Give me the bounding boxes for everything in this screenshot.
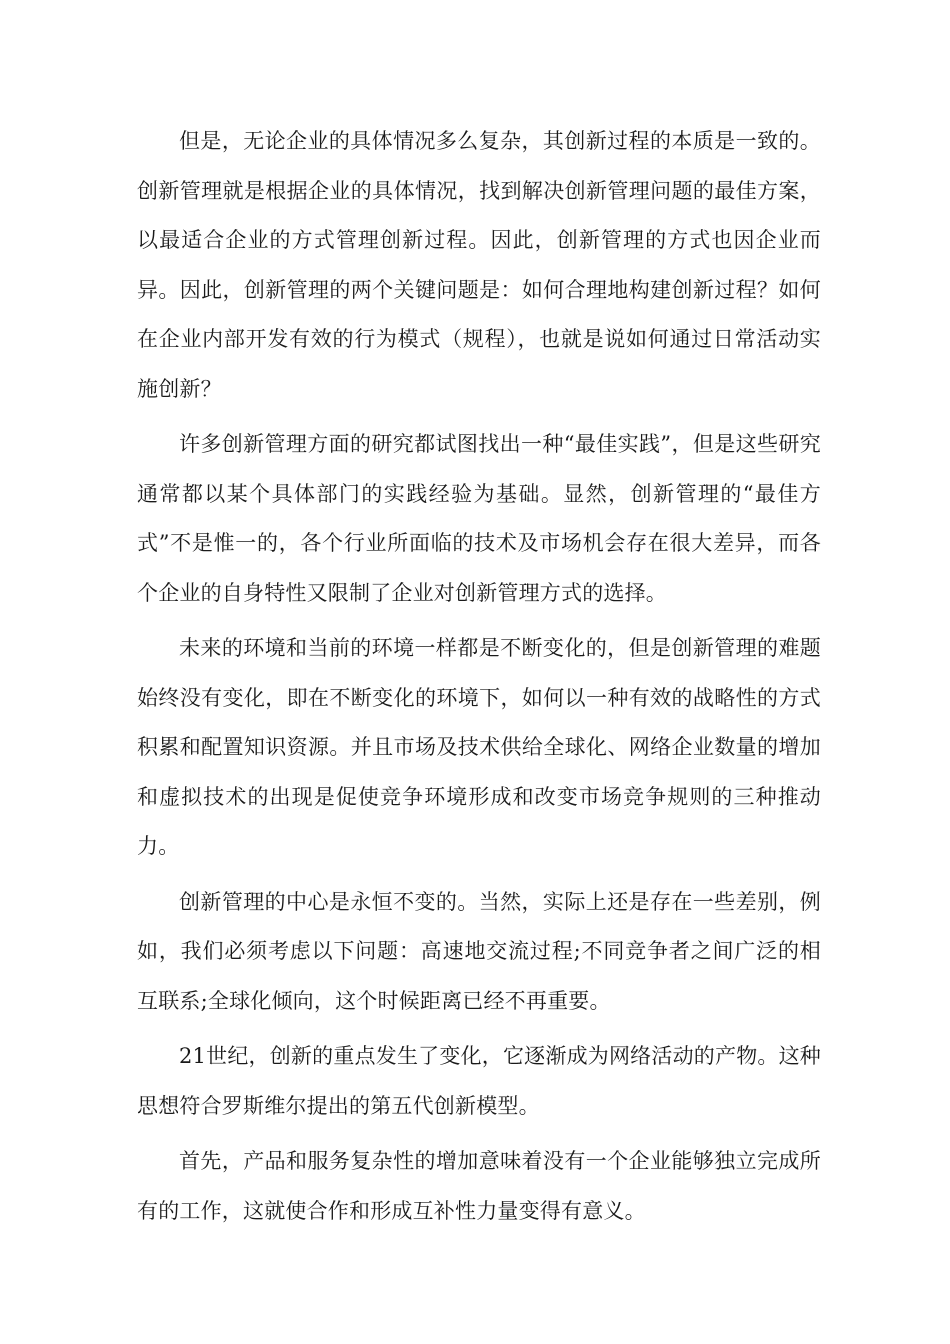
paragraph-6: 首先，产品和服务复杂性的增加意味着没有一个企业能够独立完成所有的工作，这就使合作和形成互补性力量变得有意义。: [137, 1149, 821, 1223]
paragraph-1: 但是，无论企业的具体情况多么复杂，其创新过程的本质是一致的。创新管理就是根据企业的具体情况，找到解决创新管理问题的最佳方案，以最适合企业的方式管理创新过程。因此，创新管理的方式也因企业而异。因此，创新管理的两个关键问题是：如何合理地构建创新过程？如何在企业内部开发有效的行为模式（规程），也就是说如何通过日常活动实施创新？: [137, 129, 821, 401]
paragraph-2: 许多创新管理方面的研究都试图找出一种“最佳实践”，但是这些研究通常都以某个具体部门的实践经验为基础。显然，创新管理的“最佳方式”不是惟一的，各个行业所面临的技术及市场机会存在很大差异，而各个企业的自身特性又限制了企业对创新管理方式的选择。: [137, 432, 821, 605]
paragraph-3: 未来的环境和当前的环境一样都是不断变化的，但是创新管理的难题始终没有变化，即在不断变化的环境下，如何以一种有效的战略性的方式积累和配置知识资源。并且市场及技术供给全球化、网络企业数量的增加和虚拟技术的出现是促使竞争环境形成和改变市场竞争规则的三种推动力。: [137, 636, 821, 858]
document-body: [137, 117, 821, 1242]
paragraph-4: 创新管理的中心是永恒不变的。当然，实际上还是存在一些差别，例如，我们必须考虑以下问题：高速地交流过程;不同竞争者之间广泛的相互联系;全球化倾向，这个时候距离已经不再重要。: [137, 889, 821, 1013]
paragraph-5: 21世纪，创新的重点发生了变化，它逐渐成为网络活动的产物。这种思想符合罗斯维尔提出的第五代创新模型。: [137, 1044, 821, 1118]
